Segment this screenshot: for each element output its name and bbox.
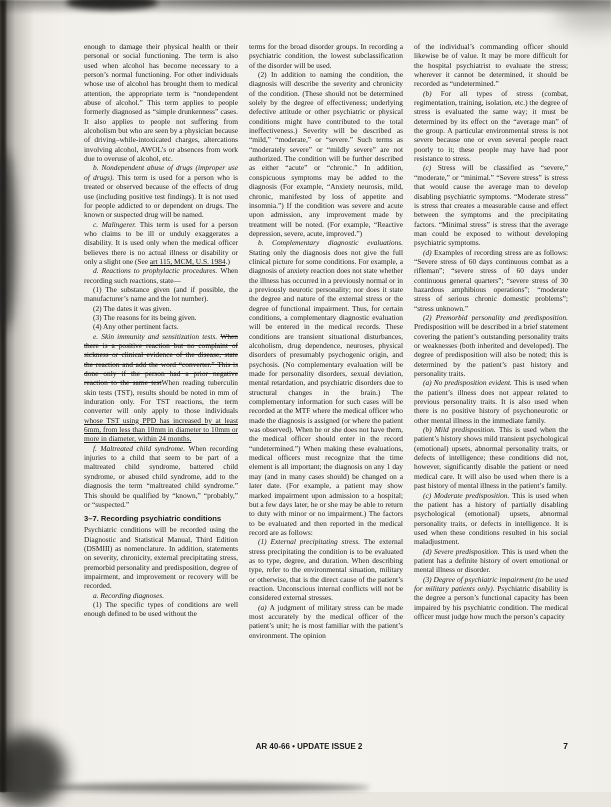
- scan-artifact-top-right-shade: [555, 0, 611, 30]
- paragraph: e. Skin immunity and sensitization tests. When there is a positive reaction but no complaint of sickness or clinical evidence of the disease, state the reaction and add the word “converter.” This is done only if the person had a prior negative reaction to the same testWhen reading tuberculin skin tests (TST), results should be noted in mm of induration only. For TST reactions, the term converter will only apply to those individuals whose TST using PPD has increased by at least 6mm, from less than 10mm in diameter to 10mm or more in diameter, within 24 months.: [84, 332, 238, 444]
- scan-artifact-top-smudge-right: [470, 0, 600, 5]
- page-text-columns: [84, 42, 568, 743]
- paragraph: (4) Any other pertinent facts.: [84, 322, 238, 331]
- paragraph: c. Malingerer. This term is used for a person who claims to be ill or unduly exaggerates a disability. It is used only when the medical officer believes there is no actual illness or disability or only a slight one (See art 115, MCM, U.S. 1984.): [84, 220, 238, 267]
- scan-artifact-top-edge: [0, 0, 611, 16]
- paragraph: terms for the broad disorder groups. In recording a psychiatric condition, the lowest subclassification of the disorder will be used.: [249, 42, 403, 70]
- paragraph: (1) External precipitating stress. The external stress precipitating the condition is to be evaluated as to type, degree, and duration. When describing type, refer to the environmental situation, military or otherwise, that is the direct cause of the patient’s reaction. Unconscious internal conflicts will not be considered external stresses.: [249, 537, 403, 602]
- scan-artifact-top-smudge-mid: [150, 0, 490, 6]
- paragraph: of the individual’s commanding officer should likewise be of value. It may be more difficult for the hospital psychiatrist to evaluate the stress; wherever it cannot be determined, it should be recorded as “undetermined.”: [414, 42, 568, 89]
- paragraph: a. Recording diagnoses.: [84, 591, 238, 600]
- text-column-1: [84, 42, 238, 743]
- scan-artifact-bottom-streak: [40, 783, 370, 792]
- paragraph: (2) The dates it was given.: [84, 304, 238, 313]
- paragraph: enough to damage their physical health or their personal or social functioning. The term is also used when alcohol has become necessary to a person’s normal functioning. For other individuals whose use of alcohol has brought them to medical attention, the appropriate term is “nondependent abuse of alcohol.” This term applies to people formerly diagnosed as “simple drunkenness” cases. It also applies to people not suffering from alcoholism but who are seen by a physician because of driving–while-intoxicated charges, altercations involving alcohol, AWOL’s or absences from work due to overuse of alcohol, etc.: [84, 42, 238, 163]
- paragraph: (a) A judgment of military stress can be made most accurately by the medical officer of the patient’s unit; he is most familiar with the patient’s environment. The opinion: [249, 603, 403, 640]
- footer-doc-ref: AR 40-66 • UPDATE ISSUE 2: [84, 742, 534, 751]
- scan-artifact-left-edge-line: [0, 0, 6, 792]
- scan-artifact-top-smudge-dark: [66, 0, 158, 10]
- paragraph: (2) In addition to naming the condition, the diagnosis will describe the severity and chronicity of the condition. (These should not be determined solely by the degree of effectiveness; underlying defective attitude or other psychiatric or physical conditions might have contributed to the total ineffectiveness.) Severity will be described as “mild,” “moderate,” or “severe.” Such terms as “moderately severe” or “mildly severe” are not authorized. The condition will be further described as either “acute” or “chronic.” In addition, conspicuous symptoms may be added to the diagnosis (For example, “Anxiety neurosis, mild, chronic, manifested by loss of appetite and insomnia.”) If the condition was severe and acute upon admission, any improvement made by treatment will be noted. (For example, “Reactive depression, severe, acute, improved.”): [249, 70, 403, 238]
- paragraph: (a) No predisposition evident. This is used when the patient’s illness does not appear related to previous personality traits. It is also used when there is no positive history of psychoneurotic or other mental illness in the immediate family.: [414, 378, 568, 425]
- paragraph: (c) Moderate predisposition. This is used when the patient has a history of partially disabling psychological (emotional) upsets, abnormal personality traits, or defects in intelligence. It is used when these conditions resulted in his social maladjustment.: [414, 491, 568, 547]
- paragraph: (b) For all types of stress (combat, regimentation, training, isolation, etc.) the degree of stress is evaluated the same way; it must be determined by its effect on the “average man” of the group. A particular environmental stress is not severe because one or even several people react poorly to it; these people may have had poor resistance to stress.: [414, 89, 568, 164]
- paragraph: b. Nondependent abuse of drugs (improper use of drugs). This term is used for a person who is treated or observed because of the effects of drug use (including positive test findings). It is not used for people addicted to or dependent on drugs. The known or suspected drug will be named.: [84, 163, 238, 219]
- paragraph: (1) The substance given (and if possible, the manufacturer’s name and the lot number).: [84, 285, 238, 304]
- paragraph: (b) Mild predisposition. This is used when the patient’s history shows mild transient psychological (emotional) upsets, abnormal personality traits, or defects of intelligence; these conditions did not, however, significantly disable the patient or need medical care. It will also be used when there is a past history of mental illness in the patient’s family.: [414, 425, 568, 490]
- paragraph: (3) The reasons for its being given.: [84, 313, 238, 322]
- footer-page-number: 7: [534, 741, 568, 751]
- paragraph: f. Maltreated child syndrome. When recording injuries to a child that seem to be part of a maltreated child syndrome, battered child syndrome, or abused child syndrome, add to the diagnosis the term “maltreated child syndrome.” This should be qualified by “known,” “probably,” or “suspected.”: [84, 444, 238, 509]
- paragraph: (d) Examples of recording stress are as follows: “Severe stress of 60 days continuous combat as a rifleman”; “severe stress of 60 days under continuous general quarters”; “severe stress of 30 hazardous amphibious operations”; “moderate stress of serious chronic domestic problems”; “stress unknown.”: [414, 248, 568, 313]
- text-column-2: [249, 42, 403, 743]
- text-column-3: [414, 42, 568, 743]
- paragraph: (1) The specific types of conditions are well enough defined to be used without the: [84, 600, 238, 619]
- paragraph: (3) Degree of psychiatric impairment (to be used for military patients only). Psychiatric disability is the degree a person’s functional capacity has been impaired by his psychiatric condition. The medical officer must judge how much the person’s capacity: [414, 575, 568, 622]
- paragraph: d. Reactions to prophylactic procedures. When recording such reactions, state—: [84, 266, 238, 285]
- scan-artifact-left-blob: [0, 150, 16, 330]
- scan-artifact-left-edge-shadow: [0, 0, 34, 792]
- section-heading: 3–7. Recording psychiatric conditions: [84, 514, 238, 523]
- scan-artifact-bottom-left-corner: [0, 733, 66, 807]
- paragraph: (d) Severe predisposition. This is used when the patient has a definite history of overt emotional or mental illness or disorder.: [414, 547, 568, 575]
- paragraph: b. Complementary diagnostic evaluations. Stating only the diagnosis does not give the full clinical picture for some conditions. For example, a diagnosis of anxiety reaction does not state whether the illness has occurred in a previously normal or in a previously neurotic personality; nor does it state the degree and nature of the external stress or the degree of functional impairment. Thus, for certain conditions, a complementary diagnostic evaluation will be entered in the medical records. These conditions are transient situational disturbances, alcoholism, drug dependence, neuroses, physical disorders of presumably psychogenic origin, and psychosis. (No complementary evaluation will be made for personality disorders, sexual deviation, mental retardation, and psychiatric disorders due to structural changes in the brain.) The complementary information for such cases will be recorded at the MTF where the medical officer who made the diagnosis is assigned (or where the patient was observed). When he or she does not have them, the medical officer should enter in the record “undetermined.”) When making these evaluations, medical officers must recognize that the time element is all important; the diagnosis on any 1 day may (and in many cases should) be changed on a later date. (For example, a patient may show marked impairment upon admission to a hospital; but a few days later, he or she may be able to return to duty with minor or no impairment.) The factors to be evaluated and then reported in the medical record are as follows:: [249, 238, 403, 537]
- page-footer: [84, 741, 568, 751]
- paragraph: (2) Premorbid personality and predisposition. Predisposition will be described in a brief statement covering the patient’s outstanding personality traits or weaknesses (both inherited and developed). The degree of predisposition will also be noted; this is determined by the patient’s past history and personality traits.: [414, 313, 568, 378]
- paragraph: Psychiatric conditions will be recorded using the Diagnostic and Statistical Manual, Third Edition (DSMIII) as nomenclature. In addition, statements on severity, chronicity, external precipitating stress, premorbid personality and predisposition, degree of impairment, and improvement or recovery will be recorded.: [84, 525, 238, 590]
- paragraph: (c) Stress will be classified as “severe,” “moderate,” or “minimal.” “Severe stress” is stress that would cause the average man to develop disabling psychiatric symptoms. “Moderate stress” is stress that creates a measurable cause and effect between the symptoms and the precipitating factors. “Minimal stress” is stress that the average man could be exposed to without developing psychiatric symptoms.: [414, 163, 568, 247]
